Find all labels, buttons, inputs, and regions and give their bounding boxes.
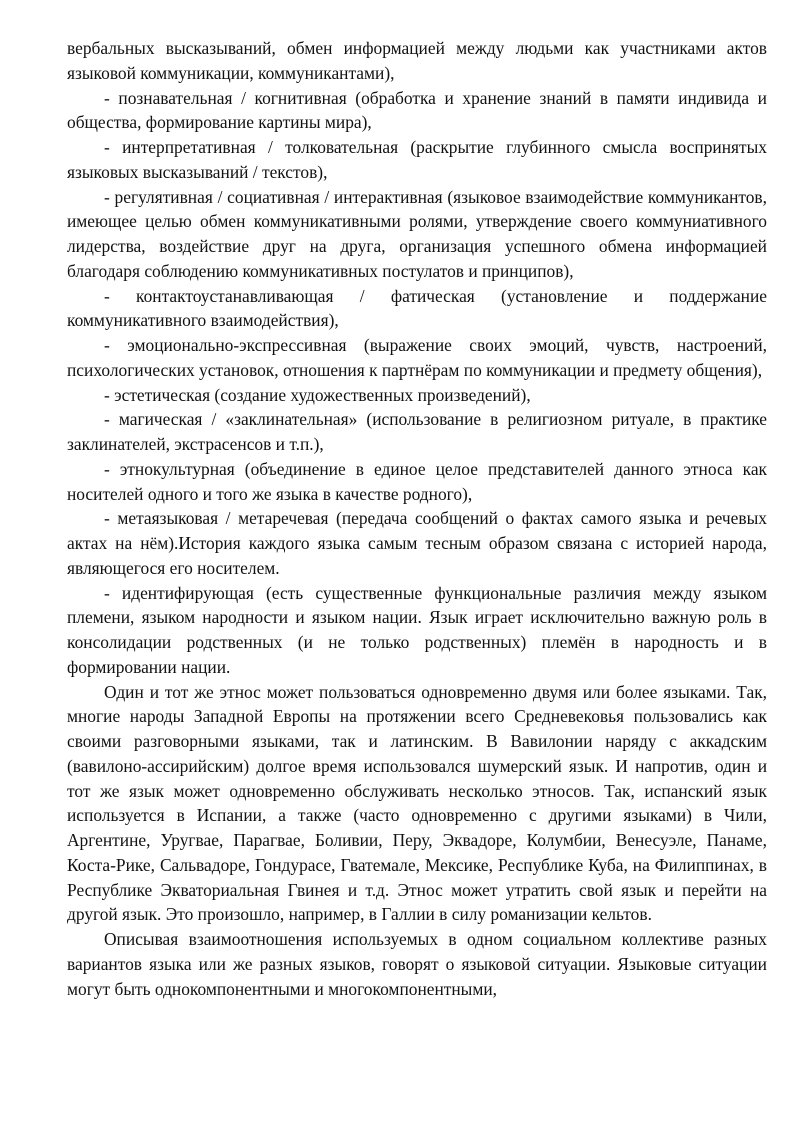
paragraph-continuation: вербальных высказываний, обмен информацией между людьми как участниками актов языковой коммуникации, коммуникантами), bbox=[67, 38, 767, 83]
list-item-phatic-function: - контактоустанавливающая / фатическая (установление и поддержание коммуникативного взаимодействия), bbox=[67, 285, 767, 331]
document-page bbox=[67, 36, 767, 1001]
list-item-interpretative-function: - интерпретативная / толковательная (раскрытие глубинного смысла воспринятых языковых высказываний / текстов), bbox=[67, 137, 767, 182]
list-item-regulative-function: - регулятивная / социативная / интерактивная (языковое взаимодействие коммуникантов, имеющее целью обмен коммуникативными ролями, утверждение своего коммуниативного лидерства, воздействие друг на друга, организация успешного обмена информацией благодаря соблюдению коммуникативных постулатов и принципов), bbox=[67, 186, 767, 281]
list-item-identifying-function: - идентифирующая (есть существенные функциональные различия между языком племени, языком народности и языком нации. Язык играет исключительно важную роль в консолидации родственных (и не только родственных) племён в народность и в формировании нации. bbox=[67, 582, 767, 677]
list-item-cognitive-function: - познавательная / когнитивная (обработка и хранение знаний в памяти индивида и общества, формирование картины мира), bbox=[67, 87, 767, 133]
list-item-aesthetic-function: - эстетическая (создание художественных произведений), bbox=[104, 384, 531, 405]
paragraph-language-situation: Описывая взаимоотношения используемых в одном социальном коллективе разных вариантов языка или же разных языков, говорят о языковой ситуации. Языковые ситуации могут быть однокомпонентными и многокомпонентными, bbox=[67, 929, 767, 999]
list-item-ethnocultural-function: - этнокультурная (объединение в единое целое представителей данного этноса как носителей одного и того же языка в качестве родного), bbox=[67, 458, 767, 504]
list-item-magic-function: - магическая / «заклинательная» (использование в религиозном ритуале, в практике заклинателей, экстрасенсов и т.п.), bbox=[67, 409, 767, 454]
paragraph-ethnos-languages: Один и тот же этнос может пользоваться одновременно двумя или более языками. Так, многие народы Западной Европы на протяжении всего Средневековья пользовались как своими разговорными языками, так и латинским. В Вавилонии наряду с аккадским (вавилоно-ассирийским) долгое время использовался шумерский язык. И напротив, один и тот же язык может одновременно обслуживать несколько этносов. Так, испанский язык используется в Испании, а также (часто одновременно с другими языками) в Чили, Аргентине, Уругвае, Парагвае, Боливии, Перу, Эквадоре, Колумбии, Венесуэле, Панаме, Коста-Рике, Сальвадоре, Гондурасе, Гватемале, Мексике, Республике Куба, на Филиппинах, в Республике Экваториальная Гвинея и т.д. Этнос может утратить свой язык и перейти на другой язык. Это произошло, например, в Галлии в силу романизации кельтов. bbox=[67, 681, 767, 925]
list-item-emotive-function: - эмоционально-экспрессивная (выражение своих эмоций, чувств, настроений, психологических установок, отношения к партнёрам по коммуникации и предмету общения), bbox=[67, 335, 767, 380]
list-item-metalinguistic-function: - метаязыковая / метаречевая (передача сообщений о фактах самого языка и речевых актах на нём).История каждого языка самым тесным образом связана с историей народа, являющегося его носителем. bbox=[67, 508, 767, 578]
